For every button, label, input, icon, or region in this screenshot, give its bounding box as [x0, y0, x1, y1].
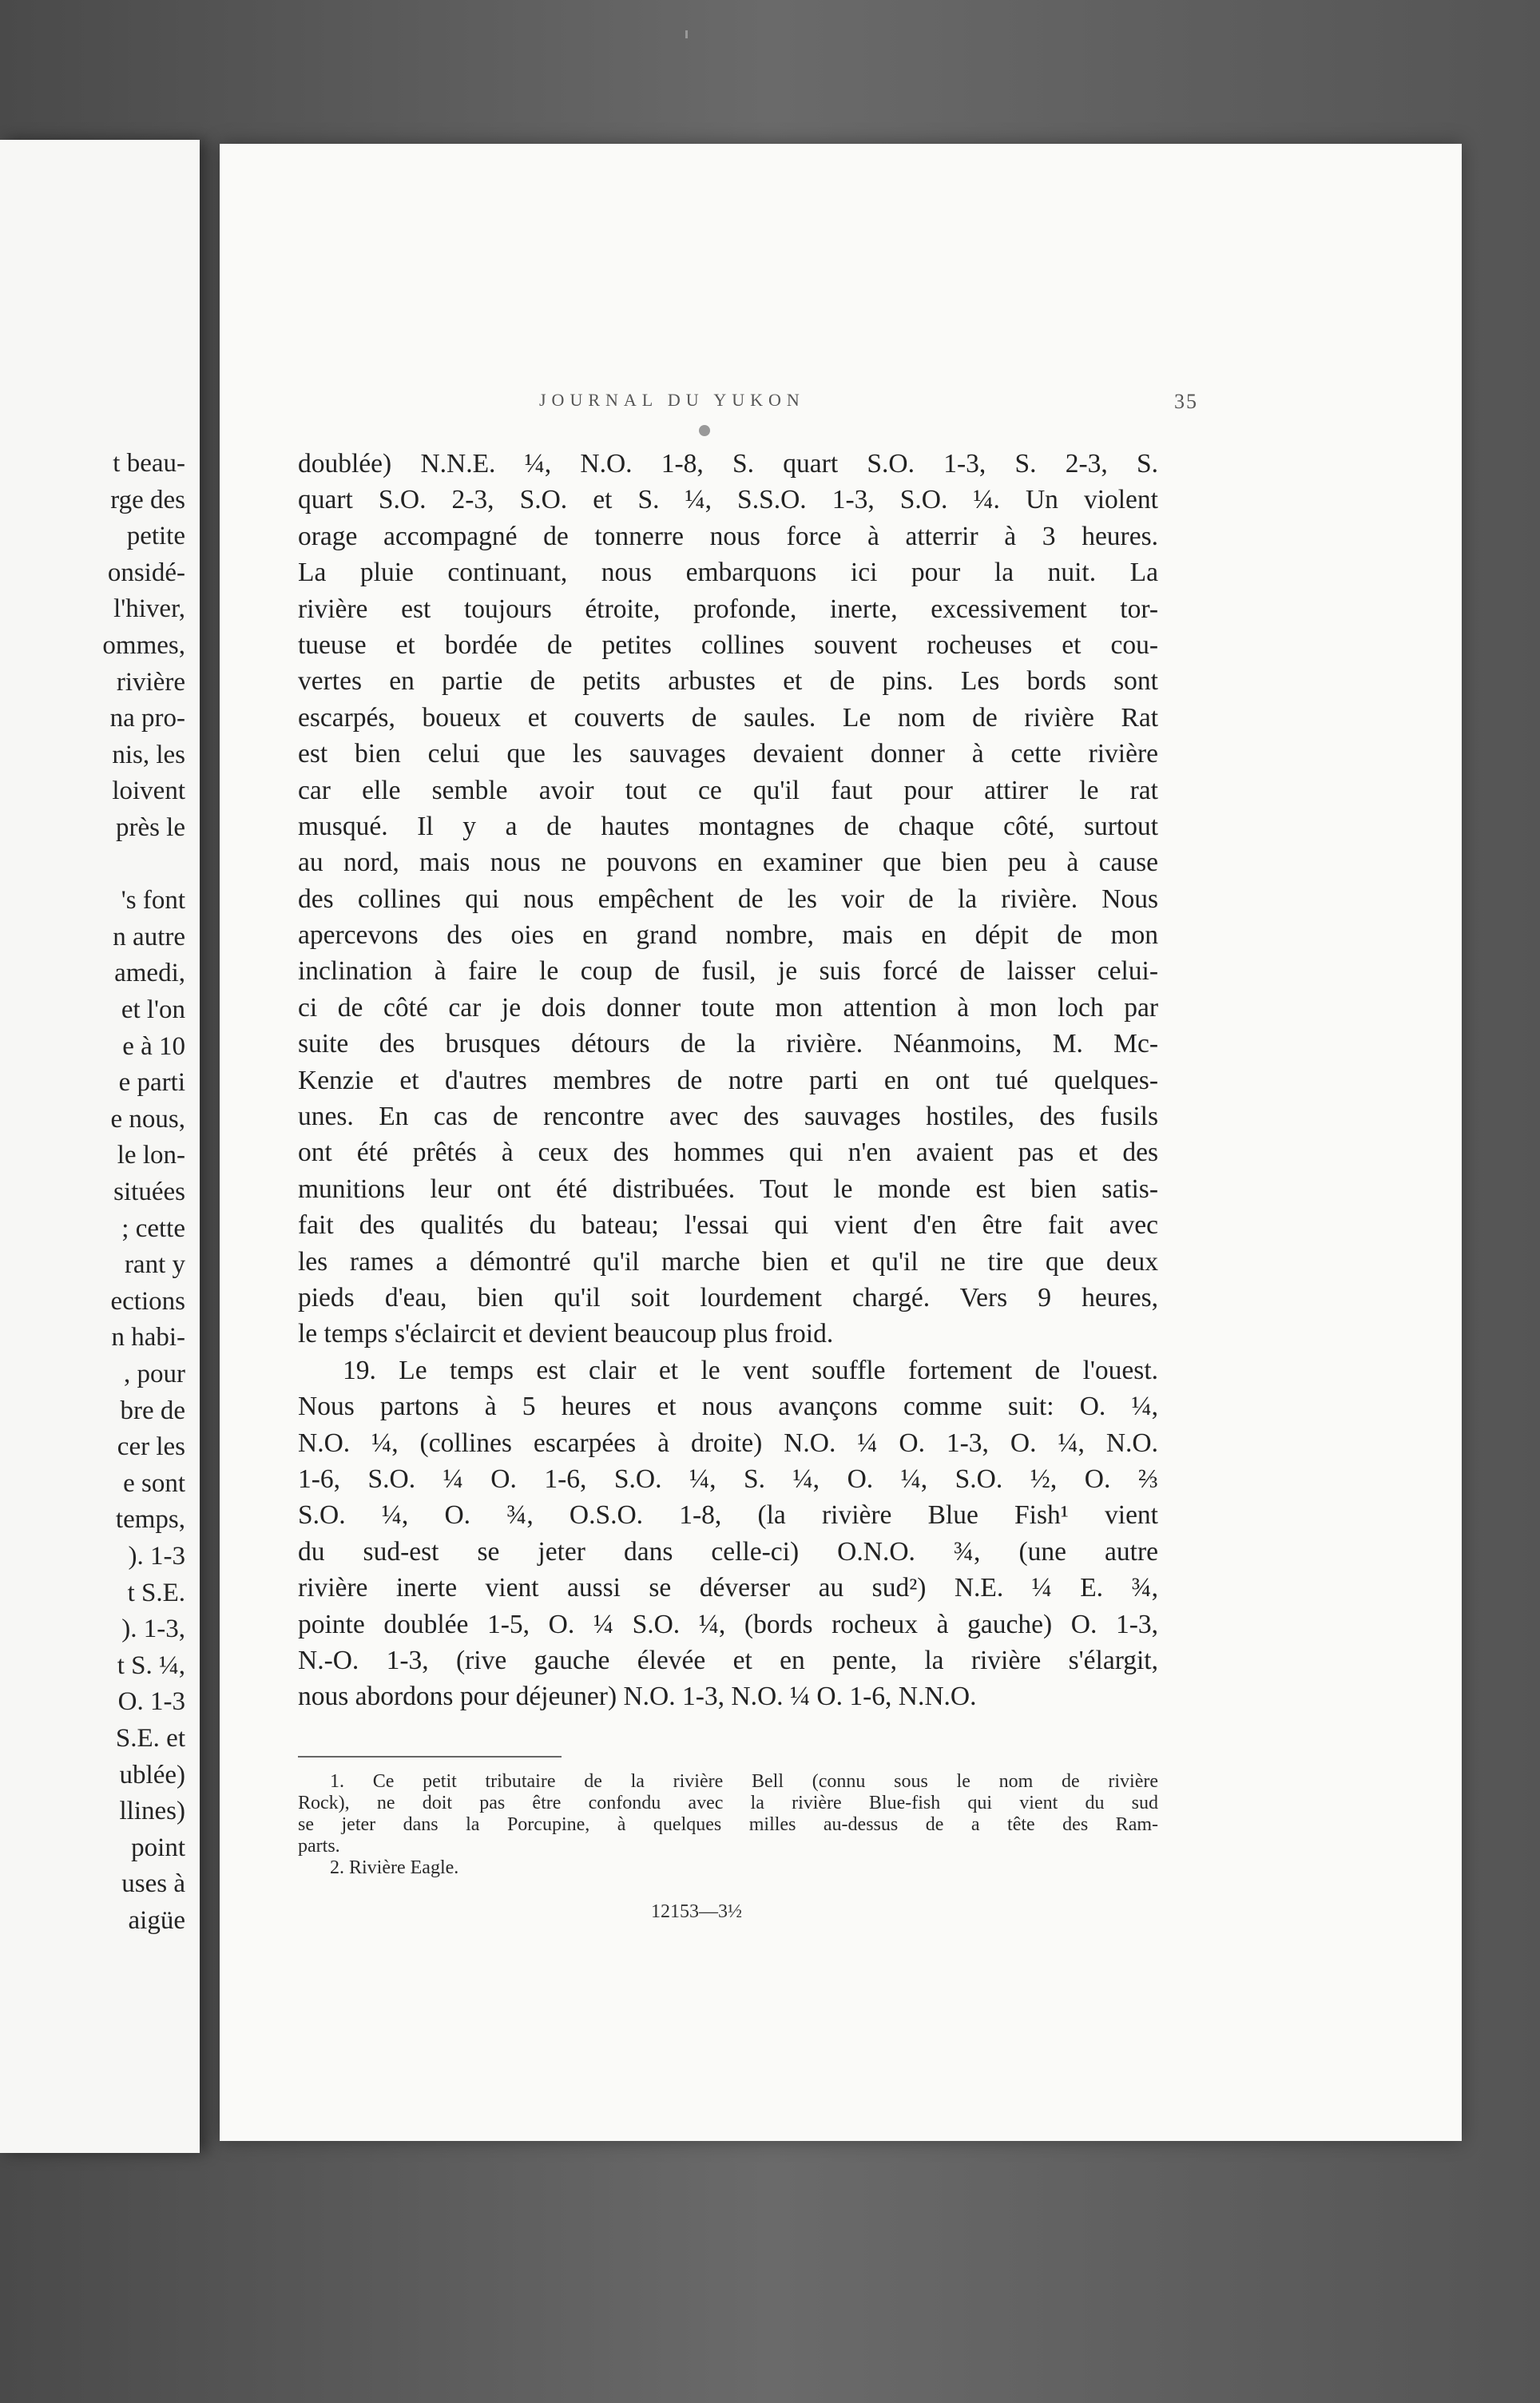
running-head-title: JOURNAL DU YUKON: [539, 390, 805, 410]
text-line: N.O. ¼, (collines escarpées à droite) N.O. ¼ O. 1-3, O. ¼, N.O.: [298, 1428, 1158, 1458]
text-line: pieds d'eau, bien qu'il soit lourdement chargé. Vers 9 heures,: [298, 1282, 1158, 1313]
text-line: Nous partons à 5 heures et nous avançons comme suit: O. ¼,: [298, 1392, 1158, 1422]
left-page-fragment: le lon-: [117, 1141, 185, 1170]
signature-mark: 12153—3½: [651, 1901, 742, 1922]
left-page-fragment: nis, les: [112, 740, 185, 769]
left-page-fragment: situées: [113, 1178, 185, 1206]
text-line: ci de côté car je dois donner toute mon attention à mon loch par: [298, 992, 1158, 1023]
footnote-rule: [298, 1756, 562, 1758]
left-page-fragment: e à 10: [122, 1031, 185, 1061]
text-line: est bien celui que les sauvages devaient donner à cette rivière: [298, 739, 1158, 769]
left-page-fragment: loivent: [112, 777, 185, 806]
footnote-line: parts.: [298, 1836, 340, 1857]
text-line: 1-6, S.O. ¼ O. 1-6, S.O. ¼, S. ¼, O. ¼, S.O. ½, O. ⅔: [298, 1464, 1158, 1494]
left-page-fragment: O. 1-3: [117, 1687, 185, 1717]
left-page-fragment: [0, 847, 185, 883]
left-page-fragment: , pour: [124, 1360, 185, 1388]
text-line: des collines qui nous empêchent de les voir de la rivière. Nous: [298, 884, 1158, 914]
left-page-fragment: n autre: [113, 922, 185, 951]
left-page-fragment: point: [131, 1833, 185, 1862]
left-page-fragment: uses à: [121, 1869, 185, 1899]
text-line: N.-O. 1-3, (rive gauche élevée et en pente, la rivière s'élargit,: [298, 1645, 1158, 1675]
text-line: apercevons des oies en grand nombre, mais en dépit de mon: [298, 920, 1158, 951]
left-page-fragment: t S. ¼,: [117, 1650, 185, 1680]
left-page-fragment: S.E. et: [115, 1724, 185, 1753]
left-page-fragment: rant y: [124, 1250, 185, 1280]
running-head: [300, 390, 1198, 419]
left-page-fragment: onsidé-: [107, 558, 185, 587]
text-line: nous abordons pour déjeuner) N.O. 1-3, N.O. ¼ O. 1-6, N.N.O.: [298, 1682, 977, 1712]
text-line: rivière inerte vient aussi se déverser au sud²) N.E. ¼ E. ¾,: [298, 1573, 1158, 1603]
text-line: S.O. ¼, O. ¾, O.S.O. 1-8, (la rivière Blue Fish¹ vient: [298, 1500, 1158, 1531]
text-line: munitions leur ont été distribuées. Tout le monde est bien satis-: [298, 1174, 1158, 1204]
footnotes: [298, 1771, 1158, 1879]
footnote-line: 2. Rivière Eagle.: [330, 1857, 459, 1878]
left-page-fragment: llines): [119, 1797, 185, 1826]
text-line: le temps s'éclaircit et devient beaucoup plus froid.: [298, 1319, 834, 1349]
text-line: tueuse et bordée de petites collines souvent rocheuses et cou-: [298, 630, 1158, 660]
text-line: car elle semble avoir tout ce qu'il faut pour attirer le rat: [298, 775, 1158, 805]
footnote-line: Rock), ne doit pas être confondu avec la rivière Blue-fish qui vient du sud: [298, 1793, 1158, 1813]
left-page-fragment: t S.E.: [127, 1578, 185, 1607]
text-line: rivière est toujours étroite, profonde, inerte, excessivement tor-: [298, 594, 1158, 624]
text-line: orage accompagné de tonnerre nous force à atterrir à 3 heures.: [298, 521, 1158, 551]
text-line: les rames a démontré qu'il marche bien et qu'il ne tire que deux: [298, 1246, 1158, 1277]
left-page-fragment: ; cette: [121, 1213, 185, 1243]
left-page-fragment: e sont: [123, 1468, 185, 1498]
text-line: doublée) N.N.E. ¼, N.O. 1-8, S. quart S.O. 1-3, S. 2-3, S.: [298, 449, 1158, 479]
text-line: La pluie continuant, nous embarquons ici pour la nuit. La: [298, 558, 1158, 588]
left-page-edge: [0, 140, 200, 2153]
page-blemish: [699, 425, 710, 436]
left-page-fragment: e parti: [118, 1068, 185, 1098]
left-page-fragment: ). 1-3: [128, 1542, 185, 1571]
left-page-fragment: rivière: [116, 667, 185, 697]
left-page-fragment: ections: [110, 1286, 185, 1316]
text-line: escarpés, boueux et couverts de saules. Le nom de rivière Rat: [298, 702, 1158, 733]
text-line: ont été prêtés à ceux des hommes qui n'en avaient pas et des: [298, 1138, 1158, 1168]
left-page-fragment: rge des: [110, 485, 185, 514]
text-line: au nord, mais nous ne pouvons en examiner que bien peu à cause: [298, 848, 1158, 878]
page-number: 35: [1174, 390, 1198, 413]
left-page-fragment: près le: [115, 813, 185, 842]
text-line: inclination à faire le coup de fusil, je suis forcé de laisser celui-: [298, 956, 1158, 987]
left-page-fragment: na pro-: [109, 704, 185, 733]
left-page-fragment: ublée): [119, 1760, 185, 1789]
footnote-line: se jeter dans la Porcupine, à quelques milles au-dessus de a tête des Ram-: [298, 1814, 1158, 1835]
left-page-fragment: aigüe: [128, 1906, 185, 1935]
left-page-fragment: amedi,: [114, 959, 185, 988]
text-line: vertes en partie de petits arbustes et de pins. Les bords sont: [298, 666, 1158, 697]
text-line: suite des brusques détours de la rivière. Néanmoins, M. Mc-: [298, 1029, 1158, 1059]
text-line: quart S.O. 2-3, S.O. et S. ¼, S.S.O. 1-3, S.O. ¼. Un violent: [298, 485, 1158, 515]
text-line: unes. En cas de rencontre avec des sauvages hostiles, des fusils: [298, 1102, 1158, 1132]
text-line: fait des qualités du bateau; l'essai qui vient d'en être fait avec: [298, 1210, 1158, 1241]
body-text: [298, 446, 1158, 1715]
left-page-fragment: bre de: [120, 1396, 185, 1425]
left-page-fragment: t beau-: [113, 449, 185, 478]
left-page-fragment: temps,: [115, 1505, 185, 1535]
left-page-fragment: et l'on: [121, 995, 185, 1024]
left-page-fragment: ). 1-3,: [121, 1615, 185, 1644]
left-page-fragment: 's font: [121, 886, 185, 916]
text-line: du sud-est se jeter dans celle-ci) O.N.O. ¾, (une autre: [298, 1536, 1158, 1567]
text-line: pointe doublée 1-5, O. ¼ S.O. ¼, (bords rocheux à gauche) O. 1-3,: [298, 1609, 1158, 1639]
footnote-line: 1. Ce petit tributaire de la rivière Bell (connu sous le nom de rivière: [330, 1771, 1158, 1792]
left-page-fragment: l'hiver,: [113, 594, 185, 624]
left-page-fragment: petite: [126, 522, 185, 551]
scan-speck: [685, 30, 688, 38]
text-line: musqué. Il y a de hautes montagnes de chaque côté, surtout: [298, 811, 1158, 841]
left-page-fragment: ommes,: [102, 631, 185, 660]
left-page-fragment: n habi-: [111, 1323, 185, 1352]
text-line: 19. Le temps est clair et le vent souffle fortement de l'ouest.: [343, 1355, 1158, 1385]
text-line: Kenzie et d'autres membres de notre parti en ont tué quelques-: [298, 1065, 1158, 1095]
left-page-fragment: cer les: [117, 1432, 185, 1462]
left-page-fragment: e nous,: [110, 1104, 185, 1134]
